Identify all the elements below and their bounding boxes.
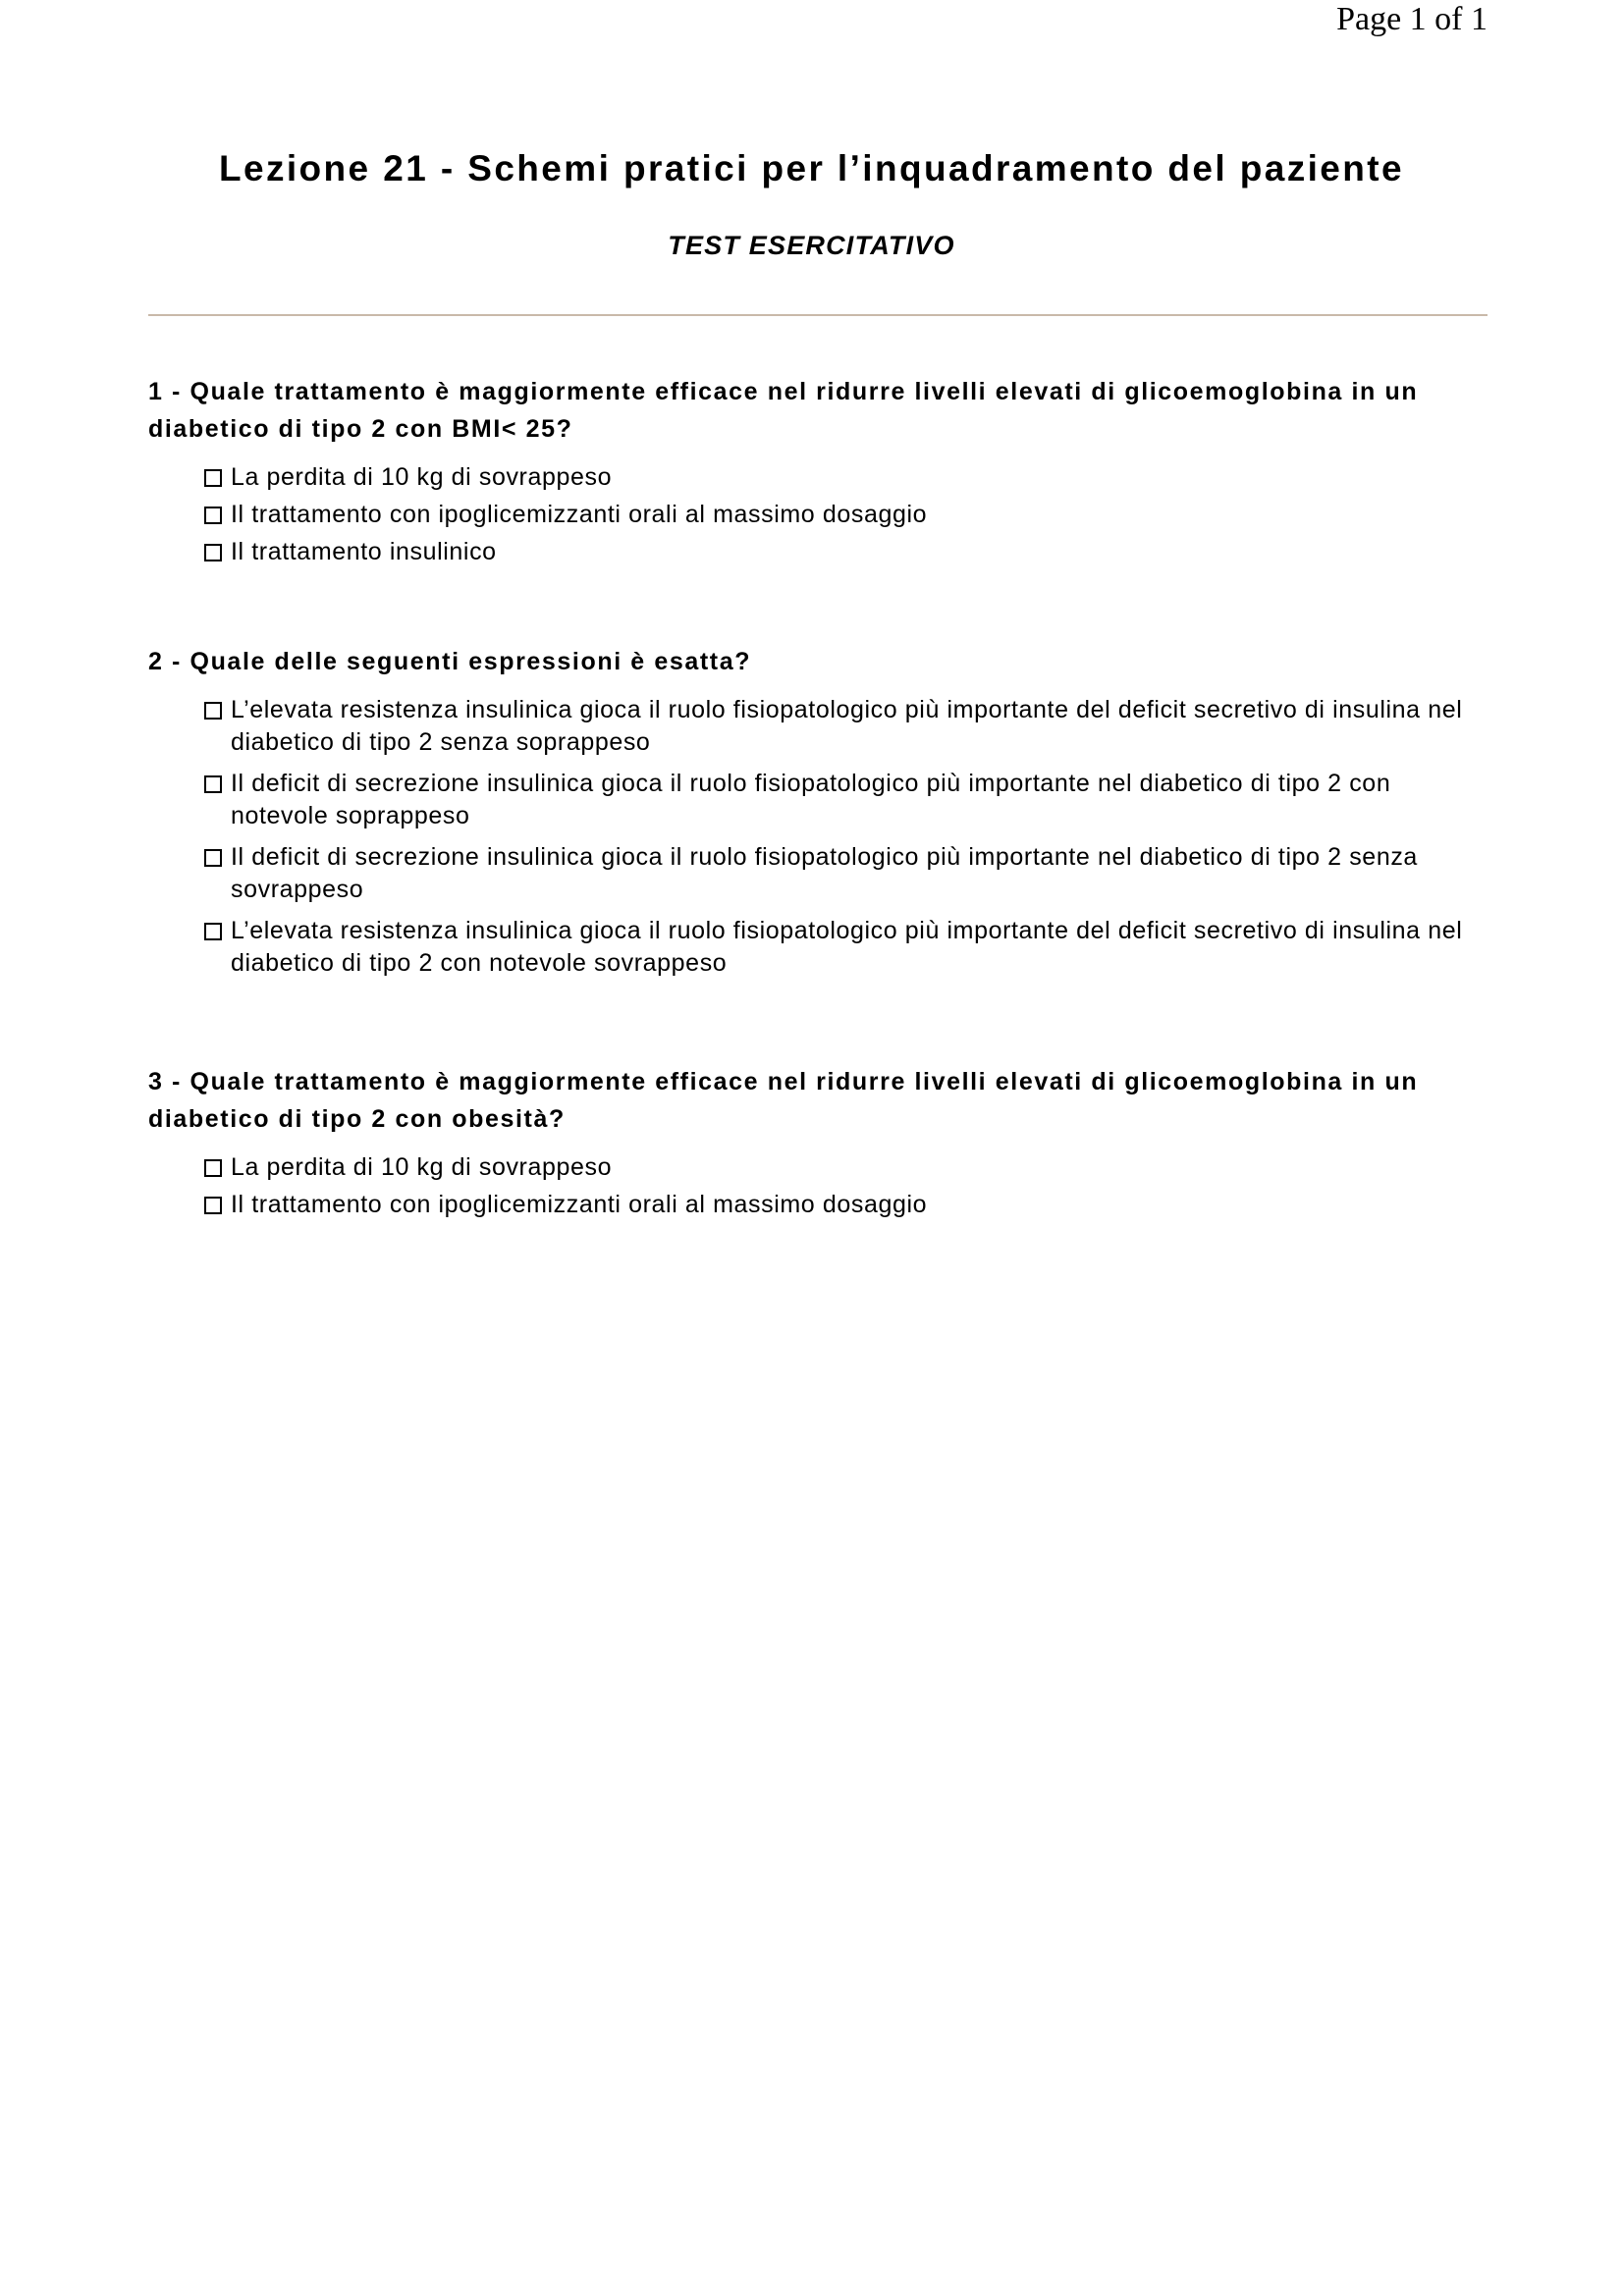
answer-option[interactable] bbox=[204, 915, 1488, 980]
answer-label: Il deficit di secrezione insulinica gioca il ruolo fisiopatologico più importante nel diabetico di tipo 2 senza sovrappeso bbox=[231, 843, 1418, 903]
checkbox-icon[interactable] bbox=[204, 849, 222, 867]
question-text: 3 - Quale trattamento è maggiormente efficace nel ridurre livelli elevati di glicoemoglobina in un diabetico di tipo 2 con obesità? bbox=[148, 1068, 1419, 1133]
question-1 bbox=[148, 373, 1488, 573]
answer-label: Il deficit di secrezione insulinica gioca il ruolo fisiopatologico più importante nel diabetico di tipo 2 con notevole soprappeso bbox=[231, 770, 1391, 829]
answer-option[interactable] bbox=[204, 694, 1488, 759]
answer-option[interactable] bbox=[204, 461, 1488, 494]
title-divider bbox=[148, 314, 1488, 316]
checkbox-icon[interactable] bbox=[204, 1159, 222, 1177]
answer-option[interactable] bbox=[204, 1151, 1488, 1184]
page-number: Page 1 of 1 bbox=[1336, 1, 1488, 37]
answer-label: La perdita di 10 kg di sovrappeso bbox=[231, 463, 613, 491]
answer-options bbox=[148, 461, 1488, 568]
checkbox-icon[interactable] bbox=[204, 469, 222, 487]
question-2 bbox=[148, 643, 1488, 988]
checkbox-icon[interactable] bbox=[204, 544, 222, 561]
answer-option[interactable] bbox=[204, 536, 1488, 568]
question-3 bbox=[148, 1063, 1488, 1226]
answer-label: Il trattamento con ipoglicemizzanti orali al massimo dosaggio bbox=[231, 501, 928, 528]
answer-label: Il trattamento insulinico bbox=[231, 538, 497, 565]
page-subtitle: TEST ESERCITATIVO bbox=[668, 231, 955, 260]
question-text: 1 - Quale trattamento è maggiormente efficace nel ridurre livelli elevati di glicoemoglobina in un diabetico di tipo 2 con BMI< 25? bbox=[148, 378, 1419, 443]
answer-label: La perdita di 10 kg di sovrappeso bbox=[231, 1153, 613, 1181]
answer-option[interactable] bbox=[204, 1189, 1488, 1221]
page-title: Lezione 21 - Schemi pratici per l’inquadramento del paziente bbox=[219, 148, 1404, 188]
answer-options bbox=[148, 694, 1488, 980]
answer-option[interactable] bbox=[204, 768, 1488, 832]
checkbox-icon[interactable] bbox=[204, 507, 222, 524]
checkbox-icon[interactable] bbox=[204, 1197, 222, 1214]
answer-options bbox=[148, 1151, 1488, 1221]
question-text: 2 - Quale delle seguenti espressioni è esatta? bbox=[148, 648, 752, 675]
checkbox-icon[interactable] bbox=[204, 775, 222, 793]
checkbox-icon[interactable] bbox=[204, 923, 222, 940]
answer-label: Il trattamento con ipoglicemizzanti orali al massimo dosaggio bbox=[231, 1191, 928, 1218]
answer-option[interactable] bbox=[204, 841, 1488, 906]
answer-label: L’elevata resistenza insulinica gioca il ruolo fisiopatologico più importante del deficit secretivo di insulina nel diabetico di tipo 2 senza soprappeso bbox=[231, 696, 1463, 756]
answer-option[interactable] bbox=[204, 499, 1488, 531]
answer-label: L’elevata resistenza insulinica gioca il ruolo fisiopatologico più importante del deficit secretivo di insulina nel diabetico di tipo 2 con notevole sovrappeso bbox=[231, 917, 1463, 977]
checkbox-icon[interactable] bbox=[204, 702, 222, 720]
